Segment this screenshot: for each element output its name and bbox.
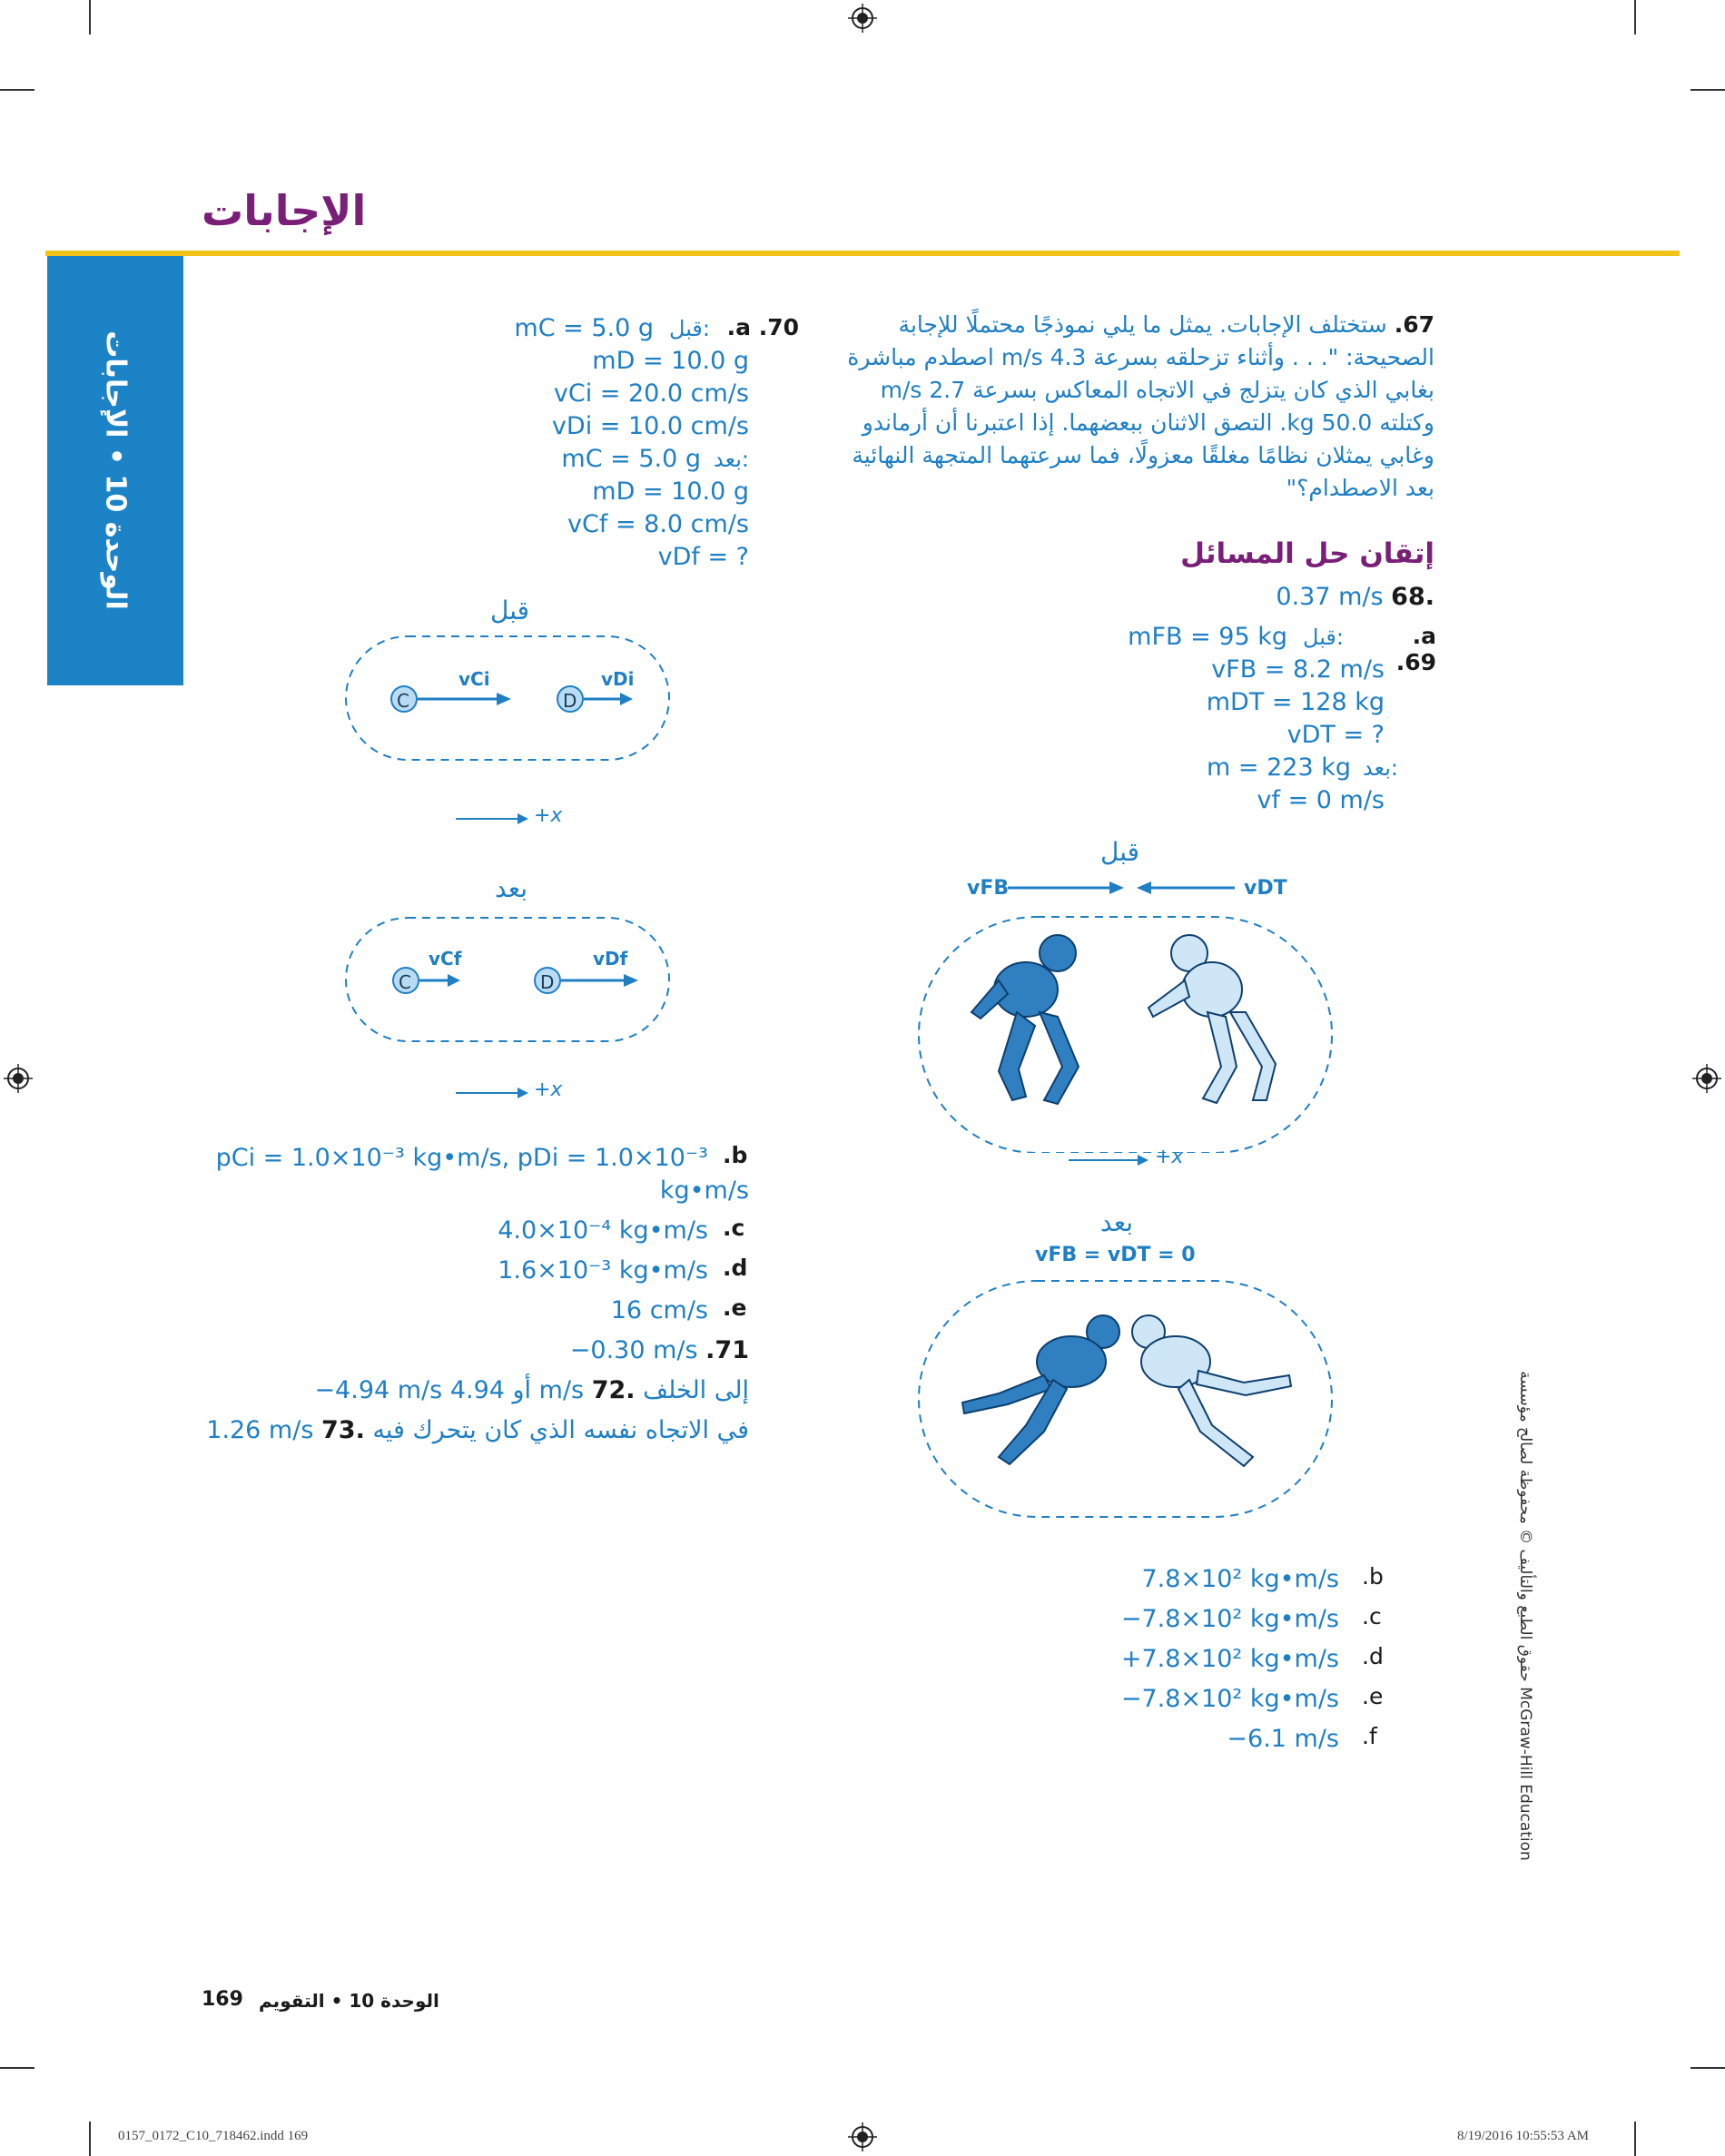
football-player-icon bbox=[962, 1315, 1119, 1464]
final-velocity-label: vFB = vDT = 0 bbox=[1035, 1244, 1196, 1266]
question-number: .70 bbox=[758, 314, 799, 340]
part-letter: .d bbox=[1362, 1643, 1384, 1669]
velocity-label-vci: vCi bbox=[458, 668, 490, 690]
answer-69c: −7.8×10² kg•m/s bbox=[1120, 1605, 1339, 1633]
eq-line: mC = 5.0 g bbox=[561, 445, 701, 473]
ball-c-label: C bbox=[399, 971, 411, 993]
velocity-label-vdi: vDi bbox=[601, 668, 635, 690]
registration-mark-icon bbox=[848, 2122, 877, 2151]
part-letter: .b bbox=[1362, 1563, 1384, 1590]
diagram-before-label: قبل bbox=[1100, 837, 1140, 867]
answer-70c: 4.0×10⁻⁴ kg•m/s bbox=[498, 1216, 708, 1245]
after-label: بعد: bbox=[1363, 755, 1398, 781]
answer-69b: 7.8×10² kg•m/s bbox=[1141, 1565, 1339, 1593]
part-letter: .e bbox=[723, 1295, 747, 1321]
eq-line: vf = 0 m/s bbox=[1257, 786, 1385, 814]
answer-70b-unit: kg•m/s bbox=[659, 1176, 749, 1205]
axis-arrow-icon bbox=[1067, 1151, 1153, 1169]
eq-line: vCf = 8.0 cm/s bbox=[567, 510, 749, 538]
crop-mark bbox=[1634, 2122, 1636, 2156]
crop-mark bbox=[1690, 89, 1725, 91]
question-67-text: ستختلف الإجابات. يمثل ما يلي نموذجًا محتملًا للإجابة الصحيحة: ". . . وأثناء تزحلقه بسرعة 4.3 m/s اصطدم مباشرة بغابي الذي كان يتزلج في الاتجاه المعاكس بسرعة 2.7 m/s وكتلته 50.0 kg. التصق الاثنان ببعضهما. إذا اعتبرنا أن أرماندو وغابي يمثلان نظامًا مغلقًا معزولًا، فما سرعتهما المتجهة النهائية بعد الاصطدام؟" bbox=[847, 311, 1434, 501]
crop-mark bbox=[89, 2122, 91, 2156]
title-rule bbox=[45, 251, 1680, 256]
eq-line: vDf = ? bbox=[657, 543, 749, 571]
answer-72: −4.94 m/s أو 4.94 m/s إلى الخلف bbox=[314, 1376, 749, 1404]
footer-timestamp: 8/19/2016 10:55:53 AM bbox=[1457, 2129, 1590, 2143]
answer-70b: pCi = 1.0×10⁻³ kg•m/s, pDi = 1.0×10⁻³ bbox=[215, 1144, 708, 1172]
collision-before-diagram bbox=[340, 631, 676, 767]
eq-line: mFB = 95 kg bbox=[1128, 623, 1287, 651]
page-title: الإجابات bbox=[202, 186, 367, 235]
registration-mark-icon bbox=[848, 4, 877, 33]
registration-mark-icon bbox=[4, 1064, 33, 1093]
part-letter: .b bbox=[723, 1142, 748, 1168]
crop-mark bbox=[0, 2067, 34, 2069]
page-number: 169 bbox=[202, 1988, 243, 2011]
eq-line: m = 223 kg bbox=[1207, 753, 1351, 782]
after-label: بعد: bbox=[714, 447, 749, 472]
question-number: 68. bbox=[1391, 583, 1434, 611]
question-72 bbox=[272, 1374, 749, 1407]
axis-label: +x bbox=[1155, 1146, 1184, 1168]
before-label: قبل: bbox=[1303, 625, 1344, 650]
diagram-before-label: قبل bbox=[490, 596, 530, 625]
part-letter: .c bbox=[1362, 1603, 1382, 1629]
eq-line: mD = 10.0 g bbox=[592, 347, 749, 375]
answer-70e: 16 cm/s bbox=[610, 1296, 708, 1324]
question-71 bbox=[363, 1334, 749, 1367]
unit-side-tab bbox=[47, 256, 183, 685]
eq-line: vCi = 20.0 cm/s bbox=[553, 379, 749, 408]
velocity-label-vdt: vDT bbox=[1244, 877, 1287, 900]
part-letter: .d bbox=[723, 1255, 748, 1281]
ball-d-label: D bbox=[563, 690, 577, 712]
question-number: .73 bbox=[320, 1416, 365, 1444]
side-tab-text: الوحدة 10 • الإجابات bbox=[99, 330, 132, 610]
football-player-icon bbox=[1132, 1315, 1291, 1466]
question-73 bbox=[182, 1414, 749, 1447]
axis-arrow-icon bbox=[454, 1084, 531, 1102]
crop-mark bbox=[89, 0, 91, 34]
eq-line: vDT = ? bbox=[1286, 721, 1385, 749]
part-letter: .a bbox=[1412, 623, 1436, 649]
collision-after-diagram bbox=[340, 912, 676, 1048]
question-number: 67. bbox=[1394, 311, 1434, 338]
answer-69e: −7.8×10² kg•m/s bbox=[1120, 1685, 1339, 1713]
ball-d-label: D bbox=[540, 971, 555, 993]
before-label: قبل: bbox=[669, 316, 710, 341]
registration-mark-icon bbox=[1692, 1064, 1721, 1093]
crop-mark bbox=[0, 89, 34, 91]
football-player-icon bbox=[1148, 935, 1276, 1103]
diagram-after-label: بعد bbox=[495, 873, 527, 903]
part-letter: .c bbox=[723, 1215, 745, 1241]
crop-mark bbox=[1690, 2067, 1725, 2069]
question-67 bbox=[835, 309, 1434, 505]
answer-69f: −6.1 m/s bbox=[1227, 1725, 1339, 1753]
eq-line: mD = 10.0 g bbox=[592, 477, 749, 506]
velocity-label-vfb: vFB bbox=[967, 877, 1010, 900]
answer-71: −0.30 m/s bbox=[569, 1336, 698, 1364]
football-player-icon bbox=[971, 935, 1079, 1104]
axis-label: +x bbox=[534, 804, 563, 827]
diagram-after-label: بعد bbox=[1100, 1207, 1133, 1237]
section-title: إتقان حل المسائل bbox=[1180, 537, 1434, 570]
answer-69d: +7.8×10² kg•m/s bbox=[1120, 1645, 1339, 1673]
axis-label: +x bbox=[534, 1078, 563, 1101]
axis-arrow-icon bbox=[454, 810, 531, 828]
question-number: .69 bbox=[1395, 649, 1436, 675]
question-70-number bbox=[726, 314, 799, 340]
answer-73: 1.26 m/s في الاتجاه نفسه الذي كان يتحرك فيه bbox=[206, 1416, 749, 1444]
velocity-label-vcf: vCf bbox=[429, 948, 462, 970]
copyright-notice: حقوق الطبع والتأليف © محفوظة لصالح مؤسسة McGraw-Hill Education bbox=[1516, 1371, 1534, 1861]
football-after-diagram bbox=[908, 1275, 1344, 1530]
part-letter: .e bbox=[1362, 1683, 1384, 1709]
question-68 bbox=[999, 581, 1434, 614]
ball-c-label: C bbox=[397, 690, 409, 712]
velocity-label-vdf: vDf bbox=[593, 948, 628, 970]
question-number: .72 bbox=[591, 1376, 636, 1404]
eq-line: mDT = 128 kg bbox=[1206, 688, 1385, 716]
football-before-diagram bbox=[908, 862, 1344, 1153]
part-letter: .a bbox=[726, 314, 751, 340]
eq-line: vFB = 8.2 m/s bbox=[1211, 655, 1385, 684]
answer-68: 0.37 m/s bbox=[1276, 583, 1384, 611]
crop-mark bbox=[1634, 0, 1636, 34]
question-number: .71 bbox=[705, 1336, 749, 1364]
eq-line: mC = 5.0 g bbox=[514, 314, 654, 342]
answer-70d: 1.6×10⁻³ kg•m/s bbox=[498, 1256, 708, 1285]
footer-unit-label: الوحدة 10 • التقويم bbox=[259, 1990, 439, 2012]
eq-line: vDi = 10.0 cm/s bbox=[551, 412, 749, 440]
footer-file-name: 0157_0172_C10_718462.indd 169 bbox=[118, 2129, 309, 2143]
part-letter: .f bbox=[1362, 1723, 1377, 1749]
